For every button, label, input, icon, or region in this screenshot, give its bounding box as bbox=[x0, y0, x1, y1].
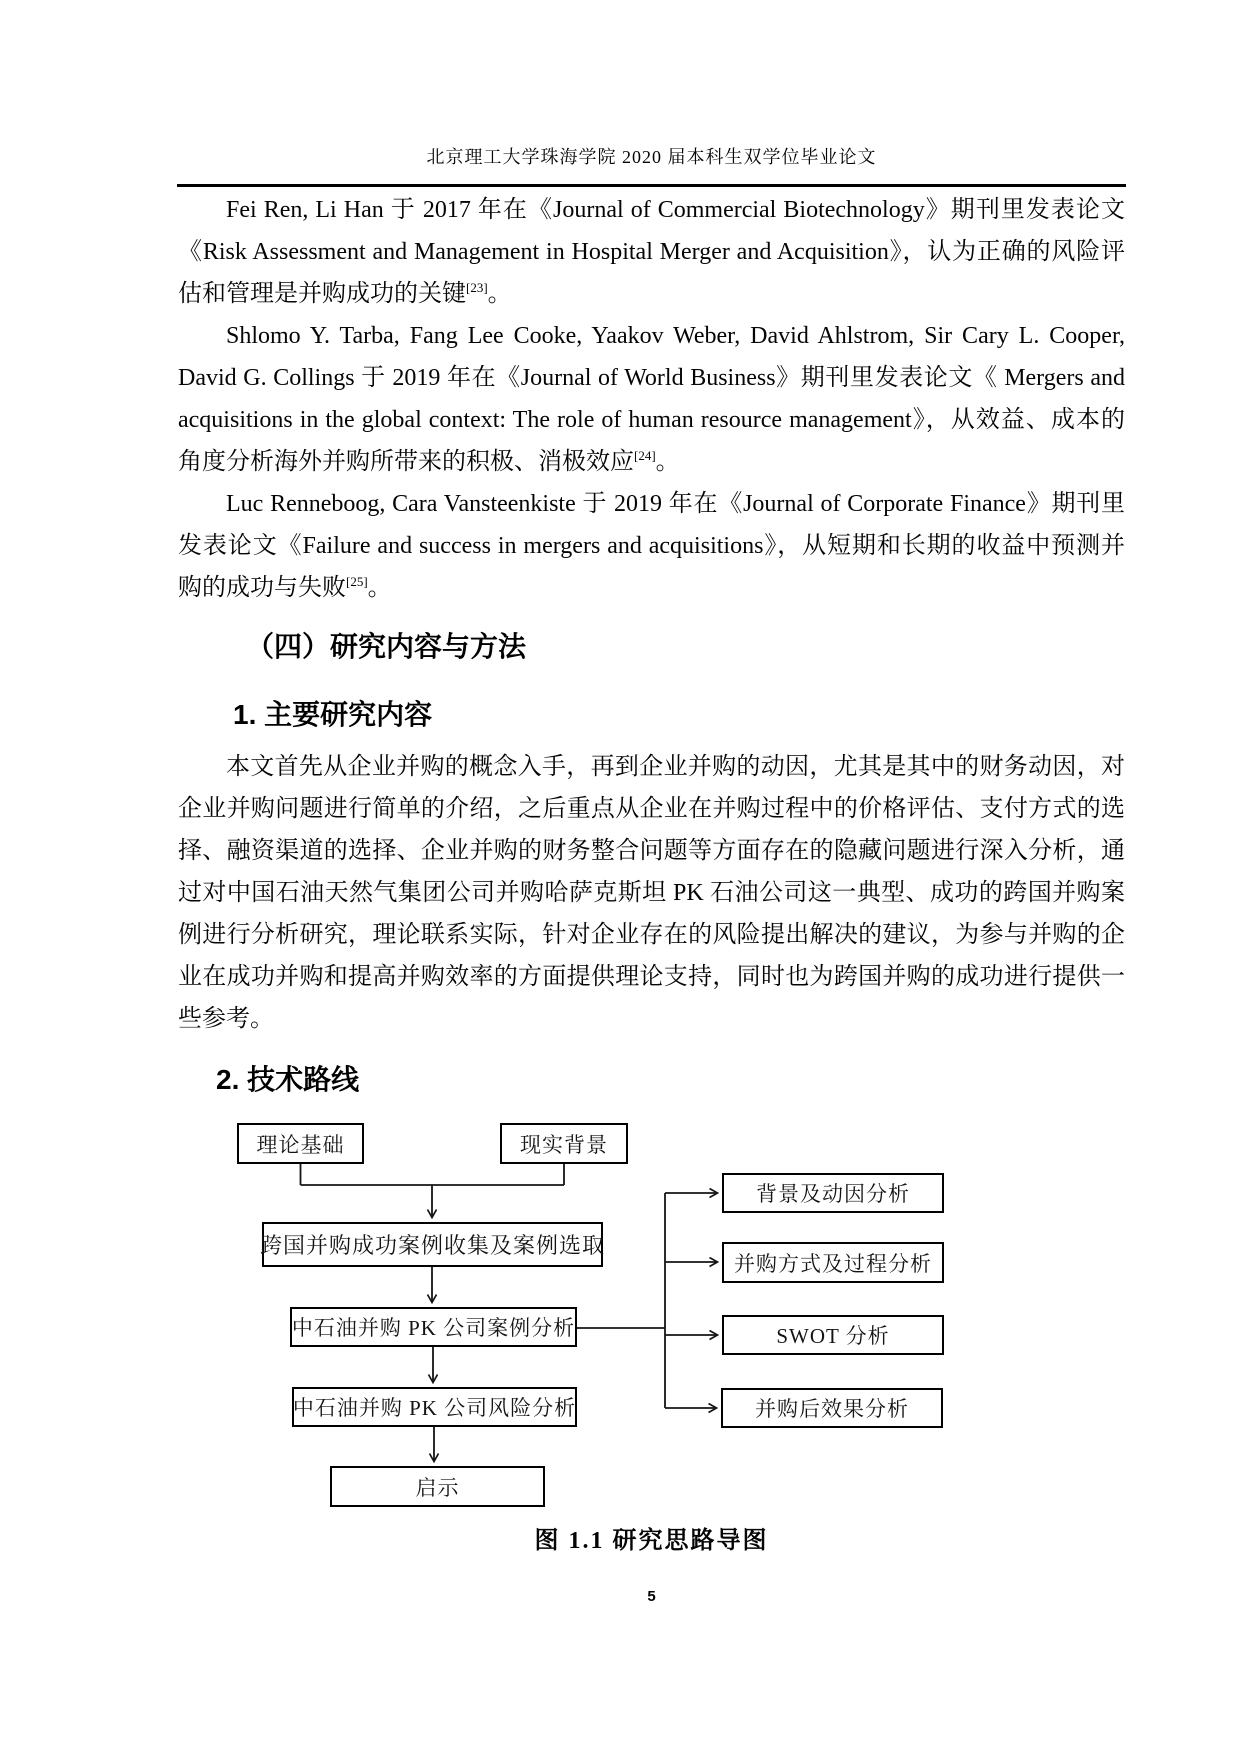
paragraph-text-tail: 。 bbox=[655, 449, 680, 475]
subsection-heading-main-research-content: 1. 主要研究内容 bbox=[233, 699, 433, 730]
paragraph-text: Luc Renneboog, Cara Vansteenkiste 于 2019 年在《Journal of Corporate Finance》期刊里发表论文《Failure and success in mergers and acquisitions》，从短期和长期的收益中预测并购的成功与失败 bbox=[178, 491, 1125, 601]
research-flowchart bbox=[178, 1000, 1125, 1515]
citation-ref-23: [23] bbox=[466, 280, 488, 295]
literature-review-paragraphs bbox=[178, 189, 1125, 609]
citation-ref-24: [24] bbox=[634, 448, 656, 463]
page-number: 5 bbox=[647, 1588, 656, 1605]
section-heading-research-content-method: （四）研究内容与方法 bbox=[246, 631, 527, 662]
flowchart-node-case-analysis: 中石油并购 PK 公司案例分析 bbox=[290, 1307, 577, 1347]
page-header-title: 北京理工大学珠海学院 2020 届本科生双学位毕业论文 bbox=[426, 147, 877, 167]
flowchart-node-inspiration: 启示 bbox=[330, 1466, 545, 1507]
paragraph-main-research: 本文首先从企业并购的概念入手，再到企业并购的动因，尤其是其中的财务动因，对企业并购问题进行简单的介绍，之后重点从企业在并购过程中的价格评估、支付方式的选择、融资渠道的选择、企业并购的财务整合问题等方面存在的隐藏问题进行深入分析，通过对中国石油天然气集团公司并购哈萨克斯坦 PK 石油公司这一典型、成功的跨国并购案例进行分析研究，理论联系实际，针对企业存在的风险提出解决的建议，为参与并购的企业在成功并购和提高并购效率的方面提供理论支持，同时也为跨国并购的成功进行提供一些参考。 bbox=[178, 754, 1125, 1032]
flowchart-node-background-motivation-analysis: 背景及动因分析 bbox=[722, 1173, 944, 1213]
subsection-heading-technical-route: 2. 技术路线 bbox=[216, 1064, 360, 1095]
paragraph-citation-25 bbox=[178, 483, 1125, 609]
figure-caption: 图 1.1 研究思路导图 bbox=[534, 1528, 769, 1554]
flowchart-node-method-process-analysis: 并购方式及过程分析 bbox=[722, 1242, 944, 1283]
flowchart-node-swot-analysis: SWOT 分析 bbox=[722, 1315, 944, 1355]
flowchart-node-reality-background: 现实背景 bbox=[500, 1123, 628, 1164]
paragraph-text: Shlomo Y. Tarba, Fang Lee Cooke, Yaakov Weber, David Ahlstrom, Sir Cary L. Cooper, David G. Collings 于 2019 年在《Journal of World Business》期刊里发表论文《 Mergers and acquisitions in the global context: The role of human resource management》，从效益、成本的角度分析海外并购所带来的积极、消极效应 bbox=[178, 323, 1125, 475]
flowchart-node-theory-basis: 理论基础 bbox=[237, 1123, 364, 1164]
flowchart-node-case-collection: 跨国并购成功案例收集及案例选取 bbox=[262, 1222, 603, 1267]
citation-ref-25: [25] bbox=[346, 574, 368, 589]
paragraph-text: Fei Ren, Li Han 于 2017 年在《Journal of Commercial Biotechnology》期刊里发表论文《Risk Assessment and Management in Hospital Merger and Acquisition》，认为正确的风险评估和管理是并购成功的关键 bbox=[178, 197, 1125, 307]
paragraph-citation-23 bbox=[178, 189, 1125, 315]
paragraph-citation-24 bbox=[178, 315, 1125, 483]
flowchart-node-risk-analysis: 中石油并购 PK 公司风险分析 bbox=[292, 1387, 577, 1427]
main-research-paragraph-block bbox=[178, 746, 1125, 1040]
flowchart-node-post-merger-effect-analysis: 并购后效果分析 bbox=[721, 1388, 943, 1428]
paragraph-text-tail: 。 bbox=[367, 575, 392, 601]
paragraph-text-tail: 。 bbox=[487, 281, 512, 307]
header-rule bbox=[177, 184, 1126, 187]
